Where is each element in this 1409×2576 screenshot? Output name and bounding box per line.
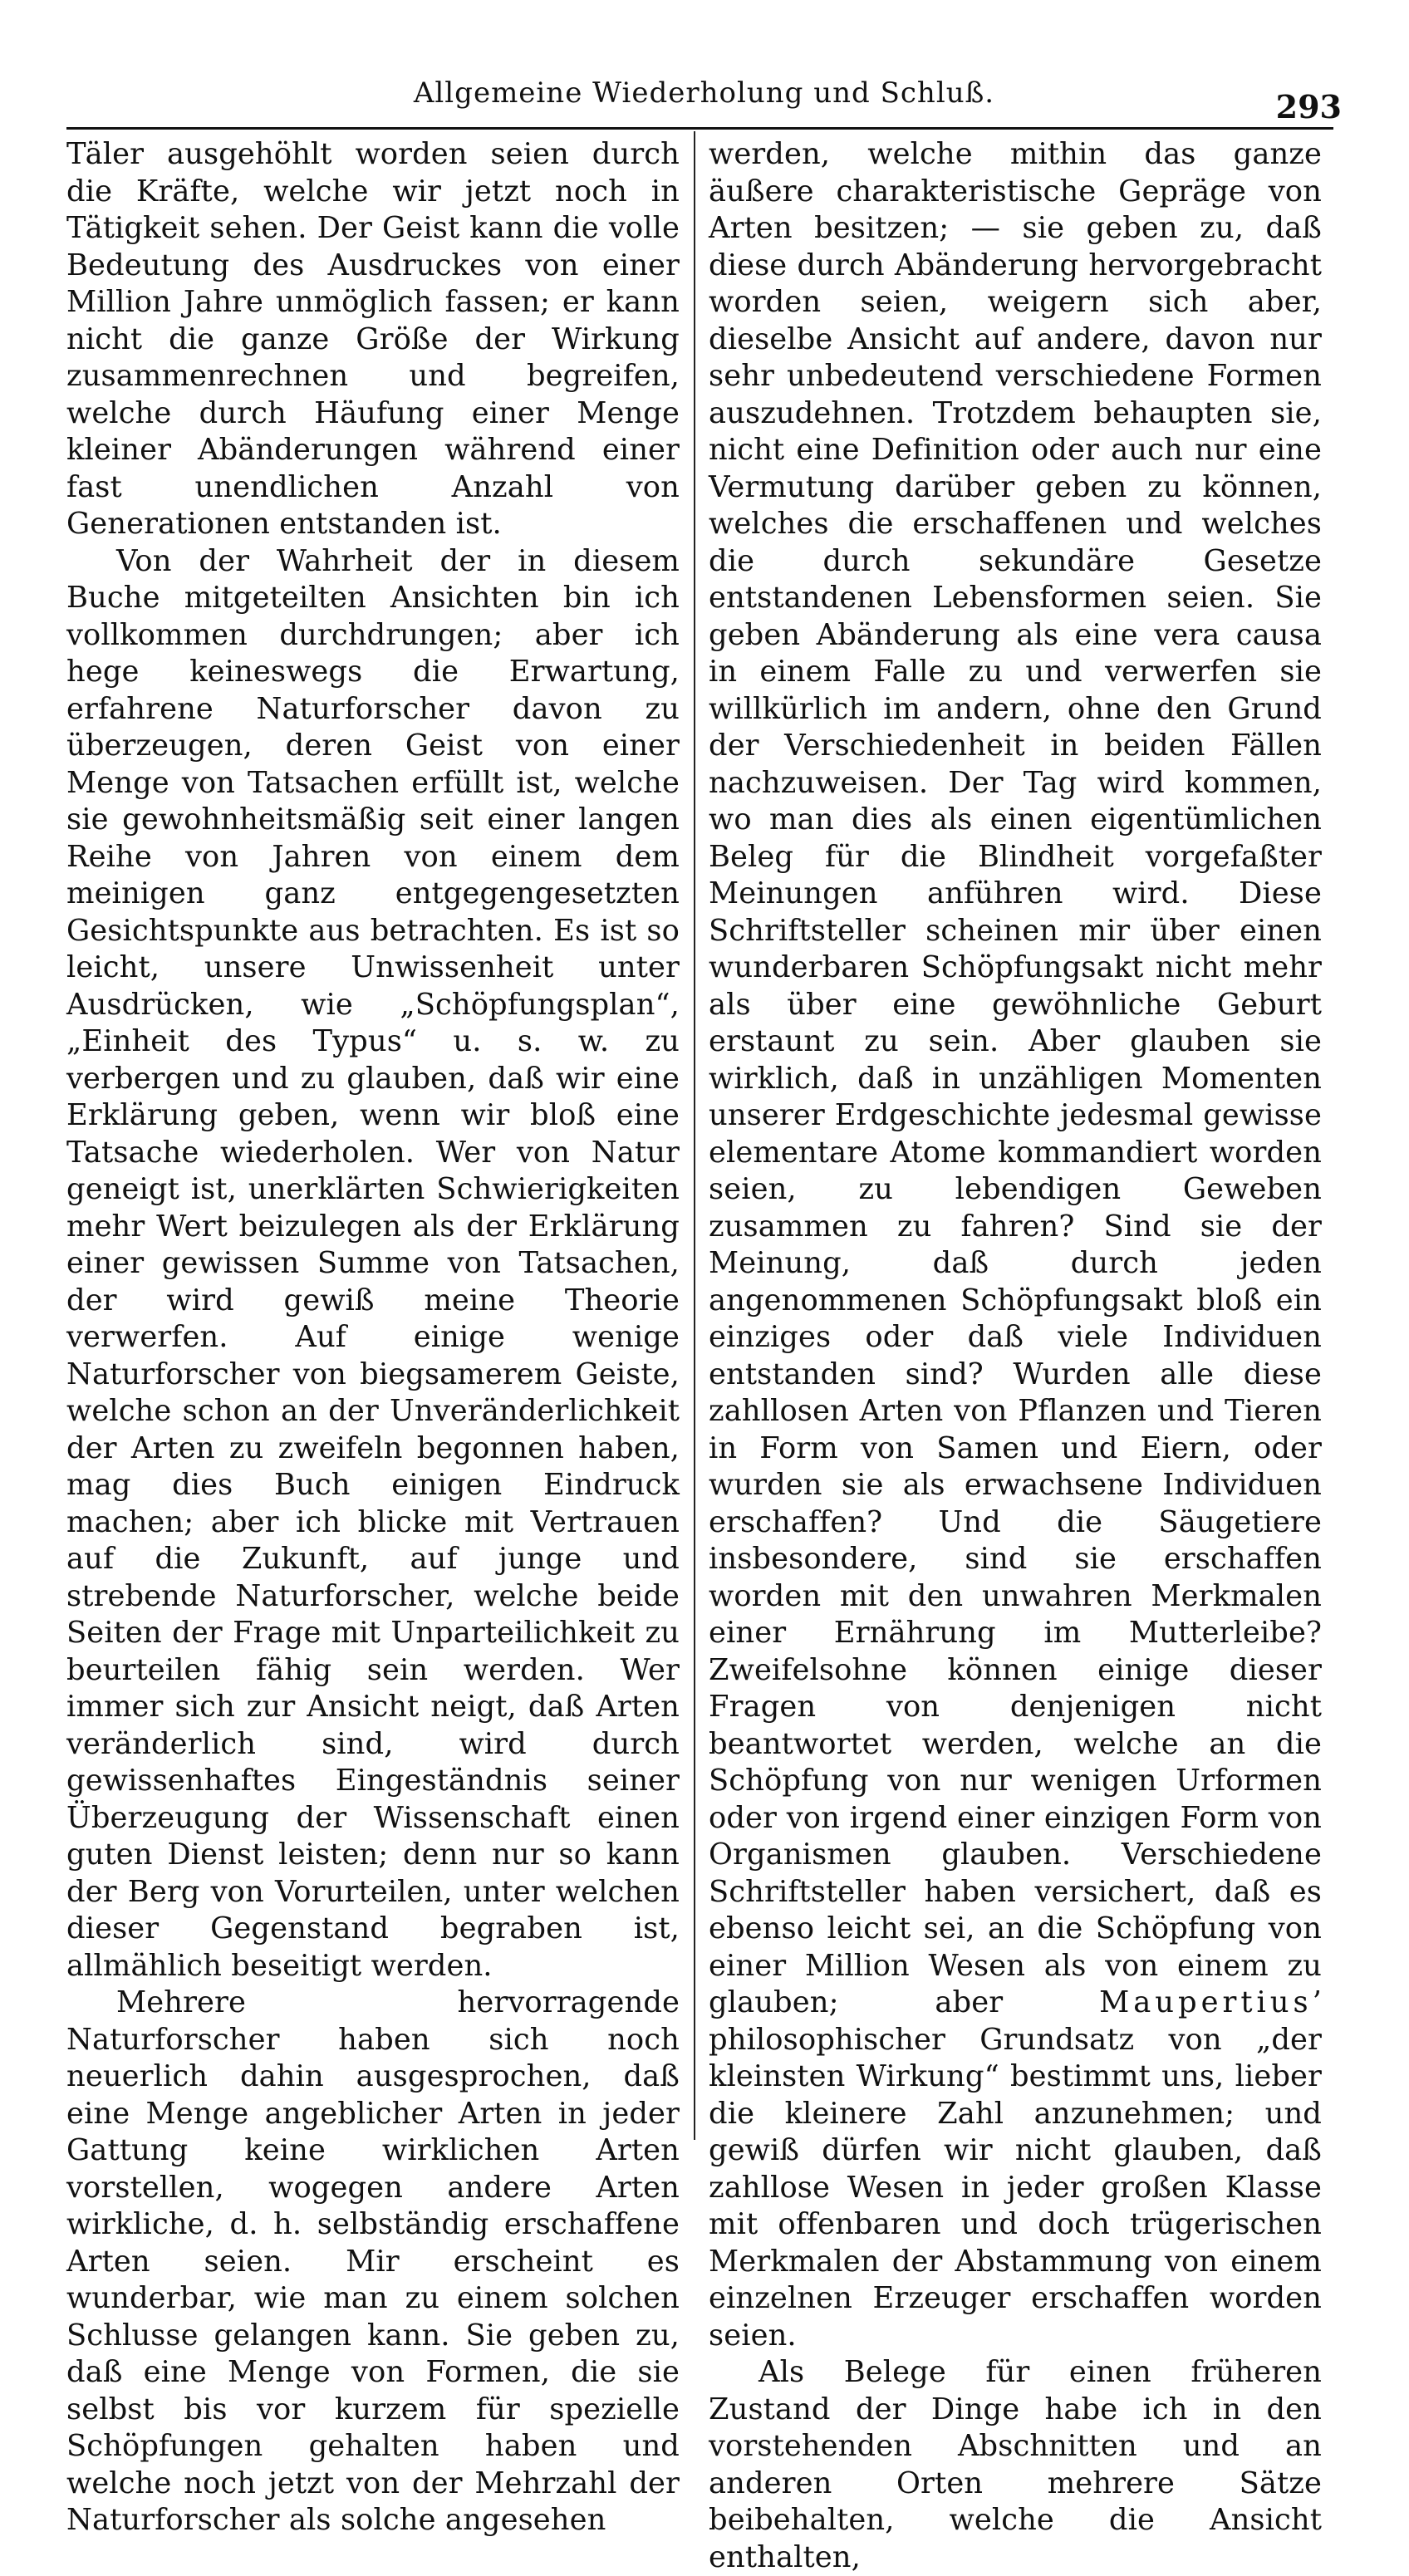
paragraph: [709, 136, 1322, 2354]
right-column: [709, 136, 1322, 2576]
author-name: Maupertius: [1099, 1985, 1313, 2019]
paragraph: Von der Wahrheit der in diesem Buche mitgeteilten Ansichten bin ich vollkommen durchdrungen; aber ich hege keineswegs die Erwartung, erfahrene Naturforscher davon zu überzeugen, deren Geist von einer Menge von Tatsachen erfüllt ist, welche sie gewohnheitsmäßig seit einer langen Reihe von Jahren von einem dem meinigen ganz entgegengesetzten Gesichtspunkte aus betrachten. Es ist so leicht, unsere Unwissenheit unter Ausdrücken, wie „Schöpfungsplan“, „Einheit des Typus“ u. s. w. zu verbergen und zu glauben, daß wir eine Erklärung geben, wenn wir bloß eine Tatsache wiederholen. Wer von Natur geneigt ist, unerklärten Schwierigkeiten mehr Wert beizulegen als der Erklärung einer gewissen Summe von Tatsachen, der wird gewiß meine Theorie verwerfen. Auf einige wenige Naturforscher von biegsamerem Geiste, welche schon an der Unveränderlichkeit der Arten zu zweifeln begonnen haben, mag dies Buch einigen Eindruck machen; aber ich blicke mit Vertrauen auf die Zukunft, auf junge und strebende Naturforscher, welche beide Seiten der Frage mit Unparteilichkeit zu beurteilen fähig sein werden. Wer immer sich zur Ansicht neigt, daß Arten veränderlich sind, wird durch gewissenhaftes Eingeständnis seiner Überzeugung der Wissenschaft einen guten Dienst leisten; denn nur so kann der Berg von Vorurteilen, unter welchen dieser Gegenstand begraben ist, allmählich beseitigt werden.: [66, 543, 680, 1983]
paragraph-text: werden, welche mithin das ganze äußere charakteristische Gepräge von Arten besitzen; — sie geben zu, daß diese durch Abänderung hervorgebracht worden seien, weigern sich aber, dieselbe Ansicht auf andere, davon nur sehr unbedeutend verschiedene Formen auszudehnen. Trotzdem behaupten sie, nicht eine Definition oder auch nur eine Vermutung darüber geben zu können, welches die erschaffenen und welches die durch sekundäre Gesetze entstandenen Lebensformen seien. Sie geben Abänderung als eine vera causa in einem Falle zu und verwerfen sie willkürlich im andern, ohne den Grund der Verschiedenheit in beiden Fällen nachzuweisen. Der Tag wird kommen, wo man dies als einen eigentümlichen Beleg für die Blindheit vorgefaßter Meinungen anführen wird. Diese Schriftsteller scheinen mir über einen wunderbaren Schöpfungsakt nicht mehr als über eine gewöhnliche Geburt erstaunt zu sein. Aber glauben sie wirklich, daß in unzähligen Momenten unserer Erdgeschichte jedesmal gewisse elementare Atome kommandiert worden seien, zu lebendigen Geweben zusammen zu fahren? Sind sie der Meinung, daß durch jeden angenommenen Schöpfungsakt bloß ein einziges oder daß viele Individuen entstanden sind? Wurden alle diese zahllosen Arten von Pflanzen und Tieren in Form von Samen und Eiern, oder wurden sie als erwachsene Individuen erschaffen? Und die Säugetiere insbesondere, sind sie erschaffen worden mit den unwahren Merkmalen einer Ernährung im Mutterleibe? Zweifelsohne können einige dieser Fragen von denjenigen nicht beantwortet werden, welche an die Schöpfung von nur wenigen Urformen oder von irgend einer einzigen Form von Organismen glauben. Verschiedene Schriftsteller haben versichert, daß es ebenso leicht sei, an die Schöpfung von einer Million Wesen als von einem zu glauben; aber: [709, 137, 1322, 2019]
column-divider: [694, 131, 695, 2140]
header-rule: [66, 127, 1333, 130]
page-number: 293: [1275, 88, 1342, 125]
paragraph: Als Belege für einen früheren Zustand der Dinge habe ich in den vorstehenden Abschnitten und an anderen Orten mehrere Sätze beibehalten, welche die Ansicht enthalten,: [709, 2355, 1322, 2574]
left-column: [66, 136, 680, 2539]
paragraph-text: ’ philosophischer Grundsatz von „der kleinsten Wirkung“ bestimmt uns, lieber die kleinere Zahl anzunehmen; und gewiß dürfen wir nicht glauben, daß zahllose Wesen in jeder großen Klasse mit offenbaren und doch trügerischen Merkmalen der Abstammung von einem einzelnen Erzeuger erschaffen worden seien.: [709, 1985, 1322, 2353]
running-title: Allgemeine Wiederholung und Schluß.: [413, 76, 995, 110]
paragraph: Mehrere hervorragende Naturforscher haben sich noch neuerlich dahin ausgesprochen, daß eine Menge angeblicher Arten in jeder Gattung keine wirklichen Arten vorstellen, wogegen andere Arten wirkliche, d. h. selbständig erschaffene Arten seien. Mir erscheint es wunderbar, wie man zu einem solchen Schlusse gelangen kann. Sie geben zu, daß eine Menge von Formen, die sie selbst bis vor kurzem für spezielle Schöpfungen gehalten haben und welche noch jetzt von der Mehrzahl der Naturforscher als solche angesehen: [66, 1985, 680, 2537]
paragraph: Täler ausgehöhlt worden seien durch die Kräfte, welche wir jetzt noch in Tätigkeit sehen. Der Geist kann die volle Bedeutung des Ausdruckes von einer Million Jahre unmöglich fassen; er kann nicht die ganze Größe der Wirkung zusammenrechnen und begreifen, welche durch Häufung einer Menge kleiner Abänderungen während einer fast unendlichen Anzahl von Generationen entstanden ist.: [66, 137, 680, 541]
running-head: [66, 76, 1342, 126]
